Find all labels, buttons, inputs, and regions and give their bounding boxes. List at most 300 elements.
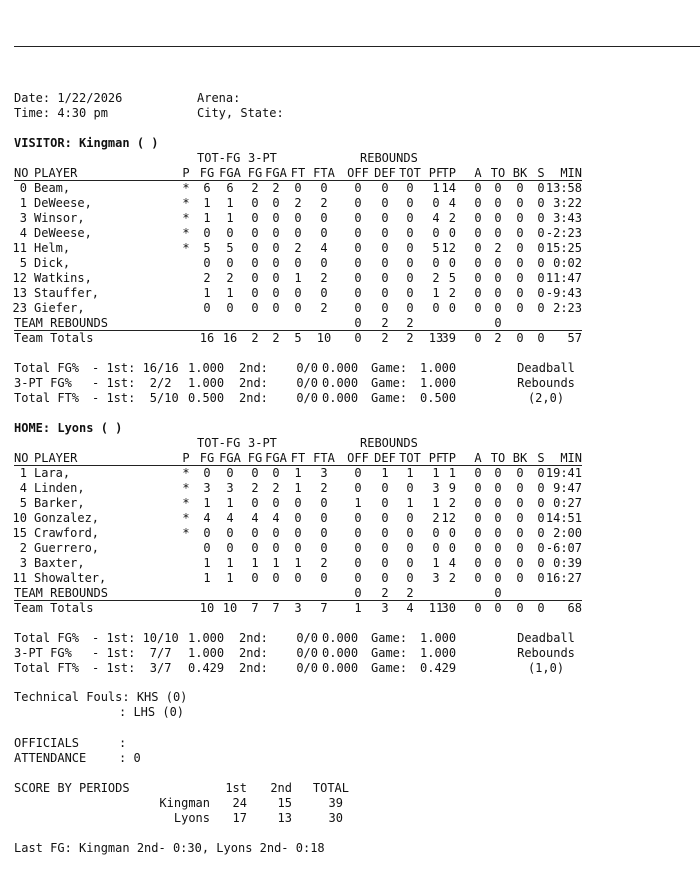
player-def: 0: [381, 496, 389, 510]
player-pf: 2: [432, 271, 440, 285]
team-totals-tp: 30: [441, 601, 456, 615]
pct-label: Total FT%: [14, 391, 80, 405]
team-rebounds-def: 2: [381, 586, 389, 600]
player-s: 0: [537, 556, 545, 570]
team-totals-off: 0: [354, 331, 362, 345]
column-header-player: PLAYER: [34, 166, 78, 180]
player-tp: 9: [448, 481, 456, 495]
player-tp: 0: [448, 301, 456, 315]
player-no: 5: [19, 256, 27, 270]
player-s: 0: [537, 511, 545, 525]
player-fg3: 0: [251, 196, 259, 210]
player-a: 0: [474, 526, 482, 540]
score-team-total: 30: [328, 811, 343, 825]
player-a: 0: [474, 226, 482, 240]
deadball-rebounds: Rebounds: [517, 646, 575, 660]
column-header-fg3: FG: [247, 451, 263, 465]
player-min: 15:25: [545, 241, 582, 255]
score-header-2nd: 2nd: [270, 781, 292, 795]
player-min: 2:23: [553, 301, 582, 315]
player-fga: 0: [226, 301, 234, 315]
column-header-fga: FGA: [219, 166, 241, 180]
player-player: Showalter,: [34, 571, 107, 585]
player-bk: 0: [516, 481, 524, 495]
player-a: 0: [474, 271, 482, 285]
team-totals-tp: 39: [441, 331, 456, 345]
player-fga: 0: [226, 526, 234, 540]
player-ft: 0: [294, 181, 302, 195]
pct-2nd-label: 2nd:: [239, 361, 268, 375]
player-min: 11:47: [545, 271, 582, 285]
player-pf: 1: [432, 466, 440, 480]
player-fta: 2: [320, 301, 328, 315]
player-to: 0: [494, 196, 502, 210]
team-totals-fga: 10: [222, 601, 238, 615]
visitor-title: VISITOR: Kingman ( ): [14, 136, 159, 150]
player-fta: 0: [320, 226, 328, 240]
player-starter: *: [182, 196, 190, 210]
pct-2nd-made: 0/0: [296, 361, 318, 375]
player-player: Guerrero,: [34, 541, 100, 555]
column-header-bk: BK: [512, 166, 528, 180]
player-bk: 0: [516, 226, 524, 240]
player-bk: 0: [516, 541, 524, 555]
player-fg: 0: [203, 526, 211, 540]
player-tp: 2: [448, 211, 456, 225]
player-fga: 0: [226, 541, 234, 555]
group-header-3pt: 3-PT: [248, 151, 277, 165]
player-off: 0: [354, 241, 362, 255]
player-off: 0: [354, 481, 362, 495]
player-fga3: 0: [272, 541, 280, 555]
technical-fouls-lhs: : LHS (0): [119, 705, 185, 719]
player-off: 0: [354, 181, 362, 195]
column-header-player: PLAYER: [34, 451, 78, 465]
player-fg: 0: [203, 301, 211, 315]
player-tot: 0: [406, 211, 414, 225]
player-pf: 5: [432, 241, 440, 255]
player-fta: 0: [320, 541, 328, 555]
player-no: 12: [12, 271, 27, 285]
column-header-no: NO: [14, 166, 29, 180]
team-totals-def: 2: [381, 331, 389, 345]
pct-1st-made: - 1st: 16/16: [92, 361, 179, 375]
pct-1st-value: 0.500: [188, 391, 225, 405]
player-def: 0: [381, 271, 389, 285]
player-ft: 0: [294, 496, 302, 510]
player-fg3: 0: [251, 301, 259, 315]
player-min: 9:47: [553, 481, 582, 495]
player-no: 3: [19, 556, 27, 570]
player-no: 0: [19, 181, 27, 195]
player-tot: 0: [406, 181, 414, 195]
player-to: 0: [494, 511, 502, 525]
pct-game-value: 1.000: [420, 646, 457, 660]
player-fta: 0: [320, 211, 328, 225]
player-no: 10: [12, 511, 27, 525]
column-header-tp: TP: [441, 451, 456, 465]
player-no: 2: [19, 541, 27, 555]
player-fta: 0: [320, 496, 328, 510]
pct-1st-value: 1.000: [188, 376, 225, 390]
pct-1st-value: 1.000: [188, 361, 225, 375]
player-tp: 4: [448, 196, 456, 210]
pct-1st-made: - 1st: 10/10: [92, 631, 179, 645]
player-tot: 0: [406, 256, 414, 270]
player-pf: 2: [432, 511, 440, 525]
player-s: 0: [537, 181, 545, 195]
player-bk: 0: [516, 211, 524, 225]
player-def: 0: [381, 481, 389, 495]
player-starter: *: [182, 511, 190, 525]
player-def: 0: [381, 526, 389, 540]
team-rebounds-to: 0: [494, 586, 502, 600]
column-header-starter: P: [182, 166, 190, 180]
player-a: 0: [474, 571, 482, 585]
pct-1st-made: - 1st: 2/2: [92, 376, 172, 390]
pct-game-label: Game:: [371, 631, 408, 645]
player-fga: 0: [226, 256, 234, 270]
player-to: 0: [494, 301, 502, 315]
player-fg3: 0: [251, 466, 259, 480]
player-tot: 0: [406, 541, 414, 555]
pct-1st-value: 1.000: [188, 631, 225, 645]
player-starter: *: [182, 241, 190, 255]
team-totals-ft: 3: [294, 601, 302, 615]
column-header-off: OFF: [347, 166, 369, 180]
player-s: 0: [537, 241, 545, 255]
team-rebounds-tot: 2: [406, 316, 414, 330]
player-to: 0: [494, 526, 502, 540]
player-tot: 0: [406, 286, 414, 300]
pct-2nd-made: 0/0: [296, 661, 318, 675]
player-tot: 0: [406, 571, 414, 585]
player-fga3: 0: [272, 526, 280, 540]
column-header-tot: TOT: [399, 451, 421, 465]
player-fg3: 2: [251, 481, 259, 495]
pct-game-label: Game:: [371, 361, 408, 375]
pct-2nd-label: 2nd:: [239, 631, 268, 645]
player-def: 0: [381, 181, 389, 195]
player-pf: 0: [432, 256, 440, 270]
player-a: 0: [474, 211, 482, 225]
team-totals-fg3: 7: [251, 601, 259, 615]
pct-game-value: 0.429: [420, 661, 457, 675]
pct-game-value: 1.000: [420, 376, 457, 390]
player-off: 0: [354, 541, 362, 555]
player-min: 2:00: [553, 526, 582, 540]
player-a: 0: [474, 496, 482, 510]
player-fg3: 0: [251, 271, 259, 285]
player-a: 0: [474, 466, 482, 480]
team-totals-a: 0: [474, 331, 482, 345]
player-no: 5: [19, 496, 27, 510]
player-bk: 0: [516, 466, 524, 480]
player-ft: 0: [294, 541, 302, 555]
player-fga3: 0: [272, 211, 280, 225]
team-rebounds-off: 0: [354, 586, 362, 600]
player-bk: 0: [516, 526, 524, 540]
player-a: 0: [474, 181, 482, 195]
column-header-fg: FG: [199, 166, 215, 180]
player-tot: 1: [406, 466, 414, 480]
column-header-pf: PF: [428, 166, 444, 180]
player-fg3: 2: [251, 181, 259, 195]
player-fga: 1: [226, 211, 234, 225]
pct-2nd-value: 0.000: [322, 376, 359, 390]
player-tot: 0: [406, 241, 414, 255]
player-a: 0: [474, 556, 482, 570]
player-bk: 0: [516, 511, 524, 525]
player-no: 11: [12, 241, 27, 255]
team-rebounds-off: 0: [354, 316, 362, 330]
pct-1st-made: - 1st: 5/10: [92, 391, 179, 405]
score-team-p1: 17: [232, 811, 247, 825]
player-no: 11: [12, 571, 27, 585]
team-totals-tot: 4: [406, 601, 414, 615]
player-ft: 1: [294, 481, 302, 495]
player-fga3: 2: [272, 181, 280, 195]
column-header-fg: FG: [199, 451, 215, 465]
player-player: Baxter,: [34, 556, 85, 570]
team-totals-fta: 10: [316, 331, 332, 345]
player-fg: 1: [203, 196, 211, 210]
player-fga: 1: [226, 196, 234, 210]
player-player: Watkins,: [34, 271, 92, 285]
score-team-name: Lyons: [173, 811, 210, 825]
pct-2nd-made: 0/0: [296, 391, 318, 405]
player-s: 0: [537, 256, 545, 270]
player-min: 14:51: [545, 511, 582, 525]
player-tp: 0: [448, 226, 456, 240]
column-header-a: A: [474, 166, 482, 180]
player-min: 13:58: [545, 181, 582, 195]
player-fg3: 4: [251, 511, 259, 525]
player-def: 0: [381, 256, 389, 270]
player-to: 0: [494, 481, 502, 495]
deadball-rebounds: Deadball: [517, 361, 575, 375]
player-fg3: 1: [251, 556, 259, 570]
player-pf: 0: [432, 196, 440, 210]
player-fg: 1: [203, 211, 211, 225]
player-pf: 0: [432, 526, 440, 540]
player-off: 0: [354, 256, 362, 270]
player-min: 0:27: [553, 496, 582, 510]
pct-game-value: 0.500: [420, 391, 457, 405]
player-fga: 0: [226, 466, 234, 480]
attendance-label: ATTENDANCE: [14, 751, 87, 765]
team-totals-min: 57: [567, 331, 582, 345]
player-player: DeWeese,: [34, 226, 92, 240]
player-fg: 5: [203, 241, 211, 255]
player-ft: 0: [294, 211, 302, 225]
team-rebounds-def: 2: [381, 316, 389, 330]
player-tp: 1: [448, 466, 456, 480]
player-tot: 0: [406, 526, 414, 540]
pct-2nd-value: 0.000: [322, 661, 359, 675]
column-header-s: S: [537, 166, 545, 180]
player-fga3: 0: [272, 226, 280, 240]
score-team-p1: 24: [232, 796, 247, 810]
player-off: 0: [354, 196, 362, 210]
player-fg: 0: [203, 541, 211, 555]
player-to: 0: [494, 466, 502, 480]
player-to: 0: [494, 211, 502, 225]
player-tp: 5: [448, 271, 456, 285]
player-pf: 0: [432, 541, 440, 555]
player-def: 0: [381, 211, 389, 225]
player-tot: 0: [406, 301, 414, 315]
player-fga3: 0: [272, 496, 280, 510]
player-bk: 0: [516, 271, 524, 285]
player-player: Beam,: [34, 181, 71, 195]
player-fga3: 0: [272, 466, 280, 480]
column-header-ft: FT: [290, 451, 306, 465]
team-totals-label: Team Totals: [14, 601, 94, 615]
player-def: 0: [381, 301, 389, 315]
player-tp: 12: [441, 241, 456, 255]
city-state-label: City, State:: [197, 106, 284, 120]
player-bk: 0: [516, 556, 524, 570]
player-tp: 4: [448, 556, 456, 570]
player-off: 0: [354, 226, 362, 240]
arena-label: Arena:: [197, 91, 241, 105]
player-fta: 0: [320, 286, 328, 300]
pct-2nd-made: 0/0: [296, 631, 318, 645]
player-fga3: 0: [272, 301, 280, 315]
player-fg: 1: [203, 496, 211, 510]
player-bk: 0: [516, 571, 524, 585]
player-pf: 1: [432, 181, 440, 195]
column-header-off: OFF: [347, 451, 369, 465]
player-min: 0:02: [553, 256, 582, 270]
score-by-periods-label: SCORE BY PERIODS: [14, 781, 130, 795]
team-totals-to: 2: [494, 331, 502, 345]
player-bk: 0: [516, 196, 524, 210]
column-header-ft: FT: [290, 166, 306, 180]
player-fg: 0: [203, 466, 211, 480]
pct-game-label: Game:: [371, 391, 408, 405]
player-bk: 0: [516, 301, 524, 315]
player-ft: 0: [294, 301, 302, 315]
player-tot: 0: [406, 196, 414, 210]
team-totals-pf: 13: [428, 331, 444, 345]
player-bk: 0: [516, 241, 524, 255]
player-min: 3:22: [553, 196, 582, 210]
column-header-def: DEF: [374, 166, 396, 180]
player-ft: 1: [294, 271, 302, 285]
player-fta: 2: [320, 481, 328, 495]
column-header-bk: BK: [512, 451, 528, 465]
pct-1st-made: - 1st: 3/7: [92, 661, 172, 675]
deadball-rebounds: Rebounds: [517, 376, 575, 390]
player-starter: *: [182, 211, 190, 225]
column-header-min: MIN: [560, 451, 582, 465]
player-starter: *: [182, 481, 190, 495]
player-player: DeWeese,: [34, 196, 92, 210]
player-min: 19:41: [545, 466, 582, 480]
player-off: 0: [354, 571, 362, 585]
pct-2nd-value: 0.000: [322, 631, 359, 645]
player-tp: 2: [448, 286, 456, 300]
player-fg: 1: [203, 286, 211, 300]
player-fga: 5: [226, 241, 234, 255]
pct-2nd-label: 2nd:: [239, 661, 268, 675]
player-bk: 0: [516, 496, 524, 510]
player-to: 0: [494, 541, 502, 555]
player-def: 0: [381, 226, 389, 240]
player-player: Stauffer,: [34, 286, 100, 300]
player-player: Crawford,: [34, 526, 100, 540]
player-to: 0: [494, 256, 502, 270]
team-totals-fg: 16: [199, 331, 215, 345]
player-min: -2:23: [545, 226, 582, 240]
player-off: 1: [354, 496, 362, 510]
player-tot: 0: [406, 511, 414, 525]
team-rebounds-label: TEAM REBOUNDS: [14, 586, 108, 600]
team-totals-fga3: 2: [272, 331, 280, 345]
player-ft: 2: [294, 241, 302, 255]
player-a: 0: [474, 241, 482, 255]
score-header-1st: 1st: [225, 781, 247, 795]
player-fg3: 0: [251, 211, 259, 225]
team-totals-fga3: 7: [272, 601, 280, 615]
game-time: Time: 4:30 pm: [14, 106, 108, 120]
player-fg: 4: [203, 511, 211, 525]
group-header-rebounds: REBOUNDS: [360, 151, 418, 165]
team-rebounds-label: TEAM REBOUNDS: [14, 316, 108, 330]
player-player: Barker,: [34, 496, 85, 510]
player-pf: 1: [432, 496, 440, 510]
player-to: 2: [494, 241, 502, 255]
pct-2nd-value: 0.000: [322, 361, 359, 375]
player-tp: 2: [448, 496, 456, 510]
player-a: 0: [474, 541, 482, 555]
player-tp: 0: [448, 541, 456, 555]
player-starter: *: [182, 226, 190, 240]
column-header-fga3: FGA: [265, 166, 287, 180]
player-fta: 4: [320, 241, 328, 255]
technical-fouls-khs: Technical Fouls: KHS (0): [14, 690, 188, 704]
player-fg: 0: [203, 226, 211, 240]
pct-label: 3-PT FG%: [14, 376, 72, 390]
player-fga3: 0: [272, 256, 280, 270]
column-header-fga: FGA: [219, 451, 241, 465]
deadball-rebounds: Deadball: [517, 631, 575, 645]
player-s: 0: [537, 571, 545, 585]
officials-label: OFFICIALS: [14, 736, 80, 750]
player-fga3: 0: [272, 571, 280, 585]
column-header-fg3: FG: [247, 166, 263, 180]
player-tp: 2: [448, 571, 456, 585]
pct-game-label: Game:: [371, 646, 408, 660]
column-header-pf: PF: [428, 451, 444, 465]
player-fga: 1: [226, 571, 234, 585]
column-header-to: TO: [490, 166, 506, 180]
player-pf: 4: [432, 211, 440, 225]
player-fg3: 0: [251, 256, 259, 270]
player-starter: *: [182, 526, 190, 540]
player-s: 0: [537, 526, 545, 540]
player-fga: 6: [226, 181, 234, 195]
column-header-s: S: [537, 451, 545, 465]
team-totals-a: 0: [474, 601, 482, 615]
player-a: 0: [474, 481, 482, 495]
player-def: 0: [381, 511, 389, 525]
column-header-to: TO: [490, 451, 506, 465]
player-ft: 1: [294, 556, 302, 570]
player-ft: 0: [294, 256, 302, 270]
